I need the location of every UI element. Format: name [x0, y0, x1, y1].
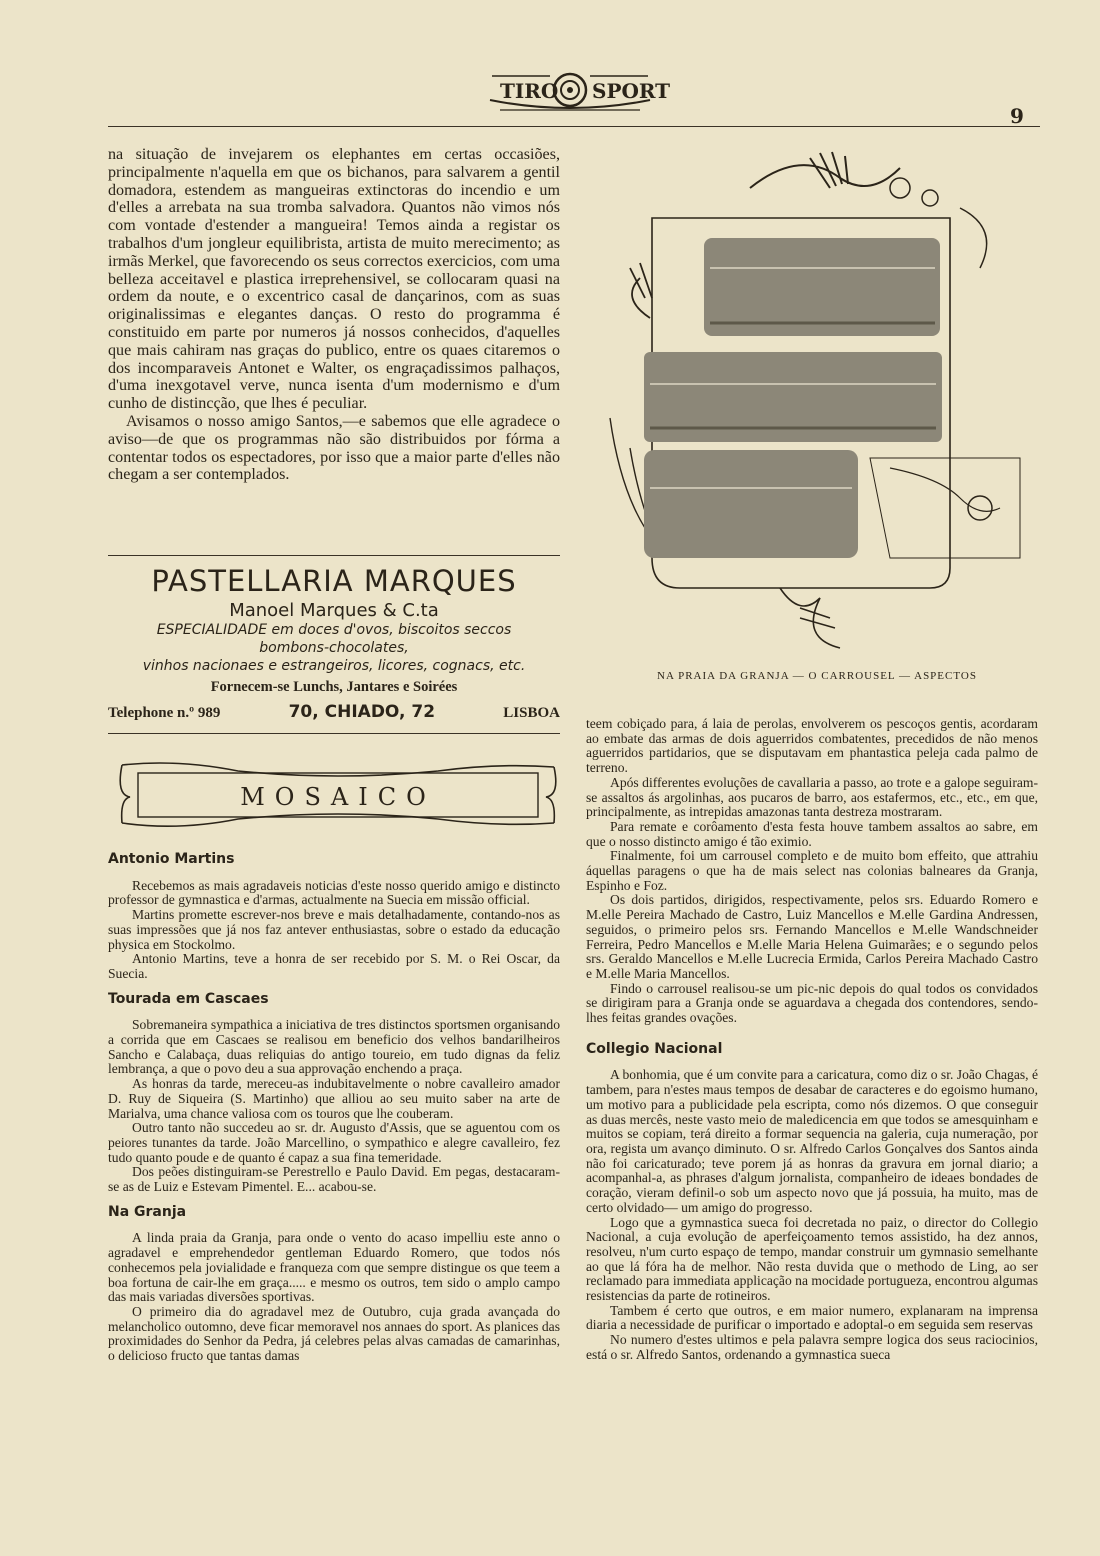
paragraph: Após differentes evoluções de cavallaria a passo, ao trote e a galope seguiram-se assaltos ás argolinhas, aos pucaros de barro, aos estafermos, etc., etc., em que, principalmente, as intrepidas amazonas tanta destreza mostraram. — [586, 774, 1038, 820]
advert-line2: bombons-chocolates, — [259, 640, 409, 656]
header-rule — [108, 126, 1040, 127]
svg-text:TIRO: TIRO — [500, 79, 559, 103]
section-na-granja — [108, 1205, 560, 1364]
svg-text:SPORT: SPORT — [592, 79, 670, 103]
paragraph: Antonio Martins, teve a honra de ser recebido por S. M. o Rei Oscar, da Suecia. — [108, 951, 560, 981]
left-column-mosaico — [108, 842, 560, 1364]
paragraph: Logo que a gymnastica sueca foi decretada no paiz, o director do Collegio Nacional, a cuja evolução de aperfeiçoamento temos assistido, ha dez annos, resolveu, n'um curto espaço de tempo, mandar construir um gymnasio semelhante ao que lá fóra ha de melhor. Não resta duvida que o methodo de Ling, ao ser reclamado para immediata applicação na mocidade portugueza, encontrou algumas resistencias da parte de rotineiros. — [586, 1214, 1038, 1304]
paragraph: Tambem é certo que outros, e em maior numero, explanaram na imprensa diaria a necessidade de purificar o importado e adoptal-o em seguida sem reservas — [586, 1302, 1038, 1333]
paragraph: Sobremaneira sympathica a iniciativa de tres distinctos sportsmen organisando a corrida que em Cascaes se realisou em beneficio dos velhos bandarilheiros Sancho e Calabaça, duas reliquias do antigo toureio, em tudo dignas da feliz lembrança, a que o povo deu a sua approvação enchendo a praça. — [108, 1017, 560, 1077]
section-heading: Na Granja — [108, 1203, 187, 1220]
advert-address: 70, CHIADO, 72 — [288, 702, 436, 722]
paragraph: As honras da tarde, mereceu-as indubitavelmente o nobre cavalleiro amador D. Ruy de Siqueira (S. Martinho) que alliou ao seu muito saber na arte de Marialva, uma chance valiosa com os touros que lhe couberam. — [108, 1076, 560, 1121]
photo-caption: NA PRAIA DA GRANJA — O CARROUSEL — ASPECTOS — [657, 670, 977, 682]
page-number: 9 — [1010, 104, 1024, 128]
advert-owner: Manoel Marques & C.ta — [229, 600, 439, 621]
lead-paragraph: Avisamos o nosso amigo Santos,—e sabemos que elle agradece o aviso—de que os programmas não são distribuidos por fórma a contentar todos os espectadores, por isso que a maior parte d'elles não chegam a ser contemplados. — [108, 412, 560, 484]
advert-specialty: ESPECIALIDADE em doces d'ovos, biscoitos seccos — [156, 622, 512, 638]
section-tourada-cascaes — [108, 992, 560, 1195]
photo-carrousel-1 — [704, 238, 940, 336]
paragraph: Findo o carrousel realisou-se um pic-nic depois do qual todos os convidados se dirigiram para a Granja onde se aguardava a chegada dos contendores, sendo-lhes feitas grandes ovações. — [586, 980, 1038, 1026]
advert-city: LISBOA — [503, 705, 560, 721]
paragraph: Finalmente, foi um carrousel completo e de muito bom effeito, que attrahiu áquellas paragens o que ha de mais select nas colonias balneares da Granja, Espinho e Foz. — [586, 848, 1038, 893]
lead-article — [108, 146, 560, 484]
paragraph: teem cobiçado para, á laia de perolas, envolverem os pescoços gentis, acordaram ao embate das armas de dois aguerridos combatentes, precedidos de não menos aguerridos partidarios, que se disputavam em phantastica peleja cada palmo de terreno. — [586, 716, 1038, 776]
paragraph: Para remate e corôamento d'esta festa houve tambem assaltos ao sabre, em que o nosso distincto amigo é tão eximio. — [586, 818, 1038, 849]
advert-footer — [108, 702, 560, 722]
advert-brand: PASTELLARIA MARQUES — [151, 564, 517, 598]
paragraph: Os dois partidos, dirigidos, respectivamente, pelos srs. Eduardo Romero e M.elle Pereira Machado de Castro, Luiz Mancellos e M.elle Gardina Andressen, seguidos, o primeiro pelos srs. Fernando Mancellos e M.elle Wandschneider Ferreira, Pedro Mancellos e M.elle Maria Helena Guimarães; e o segundo pelos srs. Geraldo Mancellos e M.elle Lucrecia Ermida, Carlos Pereira Machado Castro e M.elle Maria Mancellos. — [586, 892, 1038, 981]
paragraph: No numero d'estes ultimos e pela palavra sempre logica dos seus raciocinios, está o sr. Alfredo Santos, ordenando a gymnastica sueca — [586, 1332, 1038, 1362]
lead-paragraph: na situação de invejarem os elephantes em certas occasiões, principalmente n'aquella em que os bichanos, para salvarem a gentil domadora, estendem as mangueiras extinctoras do incendio e um d'elles a arrebata na sua tromba salvadora. Quantos não vimos nós com vontade d'estender a mangueira! Temos ainda a registar os trabalhos d'um jongleur equilibrista, artista de muito merecimento; as irmãs Merkel, que favorecendo os seus correctos exercicios, com uma belleza acceitavel e plastica irreprehensivel, se collocaram quasi na ordem da noute, e o excentrico casal de dançarinos, com as suas originalissimas e elegantes danças. O resto do programma é constituido em parte por numeros já nossos conhecidos, d'aquelles que mais cahiram nas graças do publico, entre os quaes citaremos o dos incomparaveis Antonet e Walter, os engraçadissimos palhaços, d'uma inexgotavel verve, nunca isenta d'um modernismo e d'um cunho de distincção, que lhes é peculiar. — [108, 146, 560, 413]
right-column — [586, 717, 1038, 1363]
photo-carrousel-3 — [644, 450, 858, 558]
section-granja-continued — [586, 717, 1038, 1026]
paragraph: O primeiro dia do agradavel mez de Outubro, cuja grada avançada do melancholico outomno, deve ficar memoravel nos annaes do sport. As planices das proximidades do Senhor da Pedra, já celebres pelas alvas camadas de camarinhas, o delicioso fructo que tantas damas — [108, 1303, 560, 1364]
section-collegio-nacional — [586, 1042, 1038, 1363]
paragraph: Dos peões distinguiram-se Perestrello e Paulo David. Em pegas, destacaram-se as de Luiz e Estevam Pimentel. E... acabou-se. — [108, 1164, 560, 1195]
paragraph: Martins promette escrever-nos breve e mais detalhadamente, contando-nos as suas impressões que já nos faz antever enthusiastas, sobre o estado da educação physica em Stockolmo. — [108, 907, 560, 952]
paragraph: Outro tanto não succedeu ao sr. dr. Augusto d'Assis, que se aguentou com os peiores tunantes da tarde. João Marcellino, o sympathico e alegre cavalleiro, fez tudo quanto poude e de quanto é capaz a sua fina temeridade. — [108, 1120, 560, 1165]
photo-montage — [600, 148, 1036, 668]
section-heading: Antonio Martins — [108, 851, 235, 867]
section-heading: Collegio Nacional — [586, 1040, 723, 1057]
advert-services: Fornecem-se Lunchs, Jantares e Soirées — [210, 679, 458, 695]
advert-telephone: Telephone n.º 989 — [108, 705, 221, 721]
advert-bottom-rule — [108, 733, 560, 734]
paragraph: A linda praia da Granja, para onde o vento do acaso impelliu este anno o agradavel e emprehendedor gentleman Eduardo Romero, que todos nós conhecemos pela jovialidade e franqueza com que sempre distingue os que teem a boa fortuna de cair-lhe em graça..... e mesmo os outros, tem sido o amplo campo das mais variadas diversões sportivas. — [108, 1230, 560, 1305]
section-antonio-martins — [108, 852, 560, 982]
paragraph: A bonhomia, que é um convite para a caricatura, como diz o sr. João Chagas, é tambem, para n'estes maus tempos de desabar de caracteres e do egoismo humano, um motivo para a publicidade pela escripta, como nós dizemos. O que conseguir as duas mercês, neste vasto meio de maledicencia em que todos se amesquinham e muitos se copiam, terá direito a formar sequencia na galeria, cuja numeração, por ora, regista um avanço diminuto. O sr. Alfredo Carlos Gonçalves dos Santos ainda não foi caricaturado; teve porem já as honras da gravura em jornal diario; a acompanhal-a, as phrases d'algum jornalista, companheiro de ideaes bondades de coração, vieram definil-o sob um aspecto novo que já possuia, ha muito, mas de certo olvidado— um amigo do progresso. — [586, 1067, 1038, 1215]
advert-top-rule — [108, 555, 560, 556]
pastellaria-advert — [108, 562, 560, 722]
section-heading: Tourada em Cascaes — [108, 990, 269, 1007]
paragraph: Recebemos as mais agradaveis noticias d'este nosso querido amigo e distincto professor de gymnastica e d'armas, actualmente na Suecia em missão official. — [108, 877, 560, 908]
masthead-logo — [470, 70, 670, 116]
advert-line3: vinhos nacionaes e estrangeiros, licores, cognacs, etc. — [142, 658, 526, 674]
mosaico-banner — [118, 757, 558, 833]
mosaico-title: MOSAICO — [240, 783, 436, 811]
